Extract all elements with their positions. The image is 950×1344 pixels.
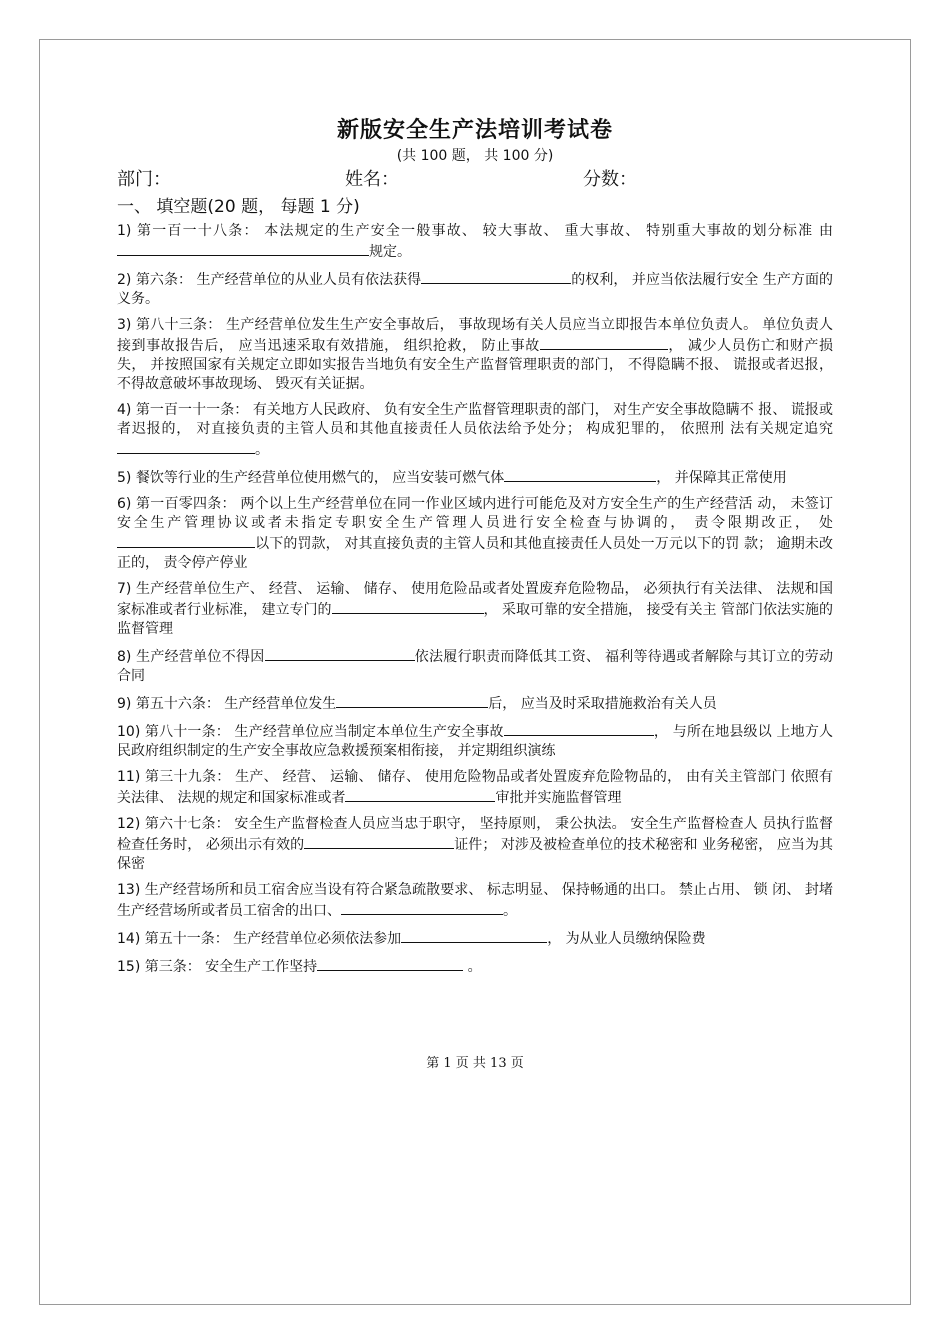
question-item: 9) 第五十六条： 生产经营单位发生 后， 应当及时采取措施救治有关人员 xyxy=(117,693,833,714)
name-label: 姓名： xyxy=(345,169,399,190)
answer-blank[interactable] xyxy=(332,599,484,614)
question-item: 6) 第一百零四条： 两个以上生产经营单位在同一作业区域内进行可能危及对方安全生产的生产经营活 动， 未签订安全生产管理协议或者未指定专职安全生产管理人员进行安全检查与协调的， 责令限期改正， 处以下的罚款， 对其直接负责的主管人员和其他直接责任人员处一万元以下的罚 款； 逾期未改正的， 责令停产停业 xyxy=(117,496,833,571)
section-title: 一、 填空题(20 题， 每题 1 分) xyxy=(117,197,360,217)
question-item: 5) 餐饮等行业的生产经营单位使用燃气的， 应当安装可燃气体 ， 并保障其正常使用 xyxy=(117,467,833,488)
answer-blank[interactable] xyxy=(117,439,255,454)
question-item: 13) 生产经营场所和员工宿舍应当设有符合紧急疏散要求、 标志明显、 保持畅通的出口。 禁止占用、 锁 闭、 封堵生产经营场所或者员工宿舍的出口、 。 xyxy=(117,882,833,919)
question-item: 2) 第六条： 生产经营单位的从业人员有依法获得 的权利， 并应当依法履行安全 生产方面的义务。 xyxy=(117,269,833,309)
answer-blank[interactable] xyxy=(341,900,503,915)
answer-blank[interactable] xyxy=(504,721,654,736)
page-number: 第 1 页 共 13 页 xyxy=(426,1056,524,1071)
exam-info-row xyxy=(117,165,837,191)
question-item: 12) 第六十七条： 安全生产监督检查人员应当忠于职守， 坚持原则， 秉公执法。 安全生产监督检查人 员执行监督检查任务时， 必须出示有效的 证件； 对涉及被检查单位的技术秘密和 业务秘密， 应当为其保密 xyxy=(117,816,833,872)
question-item: 14) 第五十一条： 生产经营单位必须依法参加 ， 为从业人员缴纳保险费 xyxy=(117,928,833,949)
question-item: 3) 第八十三条： 生产经营单位发生生产安全事故后， 事故现场有关人员应当立即报告本单位负责人。 单位负责人接到事故报告后， 应当迅速采取有效措施， 组织抢救， 防止事故 ， 减少人员伤亡和财产损失， 并按照国家有关规定立即如实报告当地负有安全生产监督管理职责的部门， 不得隐瞒不报、 谎报或者迟报， 不得故意破坏事故现场、 毁灭有关证据。 xyxy=(117,317,833,392)
question-item: 8) 生产经营单位不得因 依法履行职责而降低其工资、 福利等待遇或者解除与其订立的劳动合同 xyxy=(117,646,833,686)
answer-blank[interactable] xyxy=(304,834,454,849)
page-subtitle: (共 100 题， 共 100 分) xyxy=(396,148,554,164)
answer-blank[interactable] xyxy=(401,928,547,943)
score-label: 分数： xyxy=(583,169,637,190)
answer-blank[interactable] xyxy=(421,269,571,284)
question-list xyxy=(117,222,833,984)
answer-blank[interactable] xyxy=(265,646,415,661)
answer-blank[interactable] xyxy=(336,693,488,708)
page-title: 新版安全生产法培训考试卷 xyxy=(336,118,613,143)
answer-blank[interactable] xyxy=(117,241,369,256)
answer-blank[interactable] xyxy=(540,335,668,350)
question-item: 1) 第一百一十八条： 本法规定的生产安全一般事故、 较大事故、 重大事故、 特别重大事故的划分标准 由规定。 xyxy=(117,223,833,260)
answer-blank[interactable] xyxy=(117,533,255,548)
question-item: 15) 第三条： 安全生产工作坚持 。 xyxy=(117,956,833,977)
question-item: 10) 第八十一条： 生产经营单位应当制定本单位生产安全事故 ， 与所在地县级以 上地方人民政府组织制定的生产安全事故应急救援预案相衔接， 并定期组织演练 xyxy=(117,721,833,761)
answer-blank[interactable] xyxy=(317,956,463,971)
answer-blank[interactable] xyxy=(504,467,656,482)
department-label: 部门： xyxy=(117,169,171,190)
answer-blank[interactable] xyxy=(345,787,495,802)
question-item: 4) 第一百一十一条： 有关地方人民政府、 负有安全生产监督管理职责的部门， 对生产安全事故隐瞒不 报、 谎报或者迟报的， 对直接负责的主管人员和其他直接责任人员依法给予处分； 构成犯罪的， 依照刑 法有关规定追究。 xyxy=(117,402,833,458)
question-item: 7) 生产经营单位生产、 经营、 运输、 储存、 使用危险品或者处置废弃危险物品， 必须执行有关法律、 法规和国家标准或者行业标准， 建立专门的 ， 采取可靠的安全措施， 接受有关主 管部门依法实施的监督管理 xyxy=(117,581,833,637)
question-item: 11) 第三十九条： 生产、 经营、 运输、 储存、 使用危险物品或者处置废弃危险物品的， 由有关主管部门 依照有关法律、 法规的规定和国家标准或者 审批并实施监督管理 xyxy=(117,769,833,806)
